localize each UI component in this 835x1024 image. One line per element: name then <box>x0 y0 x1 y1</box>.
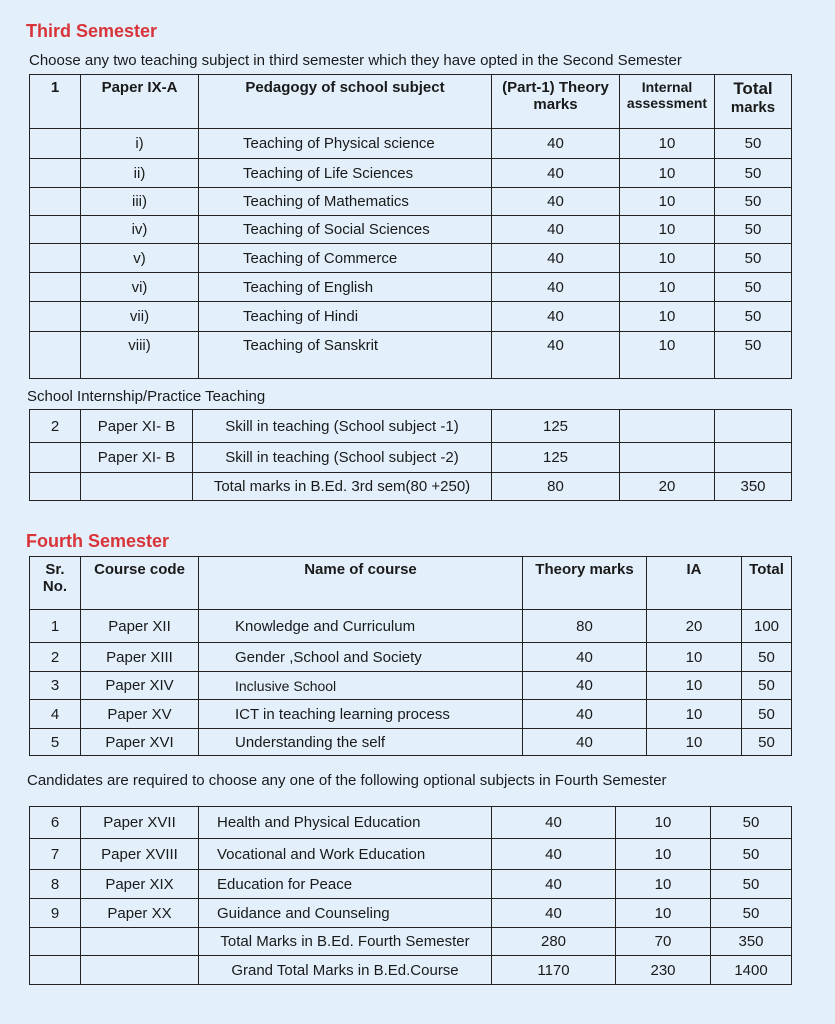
table-row <box>30 899 792 928</box>
fourth-semester-table <box>29 556 792 756</box>
row-internal: 10 <box>620 129 715 159</box>
row-name: Gender ,School and Society <box>199 643 523 672</box>
row-internal <box>620 443 715 473</box>
row-internal: 10 <box>620 332 715 379</box>
row-ia: 10 <box>647 700 742 729</box>
row-internal: 10 <box>620 302 715 332</box>
row-ia: 10 <box>647 729 742 756</box>
row-total: 50 <box>715 129 792 159</box>
row-theory: 125 <box>492 410 620 443</box>
row-total <box>715 443 792 473</box>
row-total: 50 <box>742 643 792 672</box>
row-ia: 10 <box>616 807 711 839</box>
table-row <box>30 188 792 216</box>
table-row <box>30 332 792 379</box>
row-total: 50 <box>742 700 792 729</box>
row-no <box>30 443 81 473</box>
row-total: 350 <box>711 928 792 956</box>
row-theory: 40 <box>492 870 616 899</box>
table-row <box>30 129 792 159</box>
row-index: i) <box>81 129 199 159</box>
row-internal: 10 <box>620 273 715 302</box>
row-total: 50 <box>711 899 792 928</box>
row-sr: 2 <box>30 643 81 672</box>
row-ia: 10 <box>616 899 711 928</box>
row-ia: 10 <box>616 839 711 870</box>
row-index: vi) <box>81 273 199 302</box>
row-theory: 1170 <box>492 956 616 985</box>
row-total: 50 <box>715 188 792 216</box>
row-index: iv) <box>81 216 199 244</box>
header-ia: IA <box>647 557 742 610</box>
header-theory-line1: (Part-1) Theory <box>502 79 609 96</box>
row-total: 50 <box>711 807 792 839</box>
table-row <box>30 216 792 244</box>
row-theory: 40 <box>492 216 620 244</box>
row-total: 50 <box>715 244 792 273</box>
row-paper <box>81 473 193 501</box>
optional-subjects-note: Candidates are required to choose any one of the following optional subjects in Fourth Semester <box>27 772 667 789</box>
row-subject: Teaching of Life Sciences <box>199 159 492 188</box>
header-theory <box>492 75 620 129</box>
internship-label: School Internship/Practice Teaching <box>27 388 266 405</box>
optional-subjects-table <box>29 806 792 985</box>
row-name: Guidance and Counseling <box>199 899 492 928</box>
third-semester-instruction: Choose any two teaching subject in third semester which they have opted in the Second Semester <box>29 52 682 69</box>
row-total: 50 <box>715 332 792 379</box>
header-paper: Paper IX-A <box>81 75 199 129</box>
row-internal <box>620 410 715 443</box>
row-theory: 280 <box>492 928 616 956</box>
row-name: Total marks in B.Ed. 3rd sem(80 +250) <box>193 473 492 501</box>
table-row <box>30 610 792 643</box>
row-theory: 40 <box>523 700 647 729</box>
row-theory: 125 <box>492 443 620 473</box>
row-total: 100 <box>742 610 792 643</box>
header-sr <box>30 557 81 610</box>
row-theory: 40 <box>492 129 620 159</box>
row-index: ii) <box>81 159 199 188</box>
row-theory: 40 <box>492 807 616 839</box>
row-total: 50 <box>742 672 792 700</box>
row-sr: 1 <box>30 610 81 643</box>
row-sr: 5 <box>30 729 81 756</box>
row-theory: 40 <box>523 672 647 700</box>
row-index: v) <box>81 244 199 273</box>
row-code: Paper XIX <box>81 870 199 899</box>
third-semester-title: Third Semester <box>26 21 158 41</box>
row-theory: 40 <box>492 899 616 928</box>
row-ia: 10 <box>647 643 742 672</box>
table-row <box>30 928 792 956</box>
row-total: 50 <box>715 273 792 302</box>
row-code: Paper XIII <box>81 643 199 672</box>
row-paper: Paper XI- B <box>81 410 193 443</box>
row-theory: 40 <box>523 643 647 672</box>
row-name: Grand Total Marks in B.Ed.Course <box>199 956 492 985</box>
row-name: Education for Peace <box>199 870 492 899</box>
row-theory: 40 <box>492 159 620 188</box>
row-ia: 230 <box>616 956 711 985</box>
header-total: Total <box>742 557 792 610</box>
row-internal: 10 <box>620 244 715 273</box>
row-sr: 7 <box>30 839 81 870</box>
header-subject: Pedagogy of school subject <box>199 75 492 129</box>
fourth-semester-title: Fourth Semester <box>26 531 170 551</box>
row-code <box>81 928 199 956</box>
header-internal <box>620 75 715 129</box>
row-code: Paper XVI <box>81 729 199 756</box>
row-paper: Paper XI- B <box>81 443 193 473</box>
row-ia: 10 <box>647 672 742 700</box>
table-header-row <box>30 557 792 610</box>
table-row <box>30 672 792 700</box>
row-subject: Teaching of Mathematics <box>199 188 492 216</box>
row-name: Knowledge and Curriculum <box>199 610 523 643</box>
row-theory: 80 <box>523 610 647 643</box>
table-row <box>30 956 792 985</box>
row-code: Paper XII <box>81 610 199 643</box>
row-theory: 40 <box>492 332 620 379</box>
row-code: Paper XV <box>81 700 199 729</box>
table-row <box>30 159 792 188</box>
row-subject: Teaching of Social Sciences <box>199 216 492 244</box>
row-index: viii) <box>81 332 199 379</box>
table-row <box>30 302 792 332</box>
row-total: 1400 <box>711 956 792 985</box>
row-code: Paper XX <box>81 899 199 928</box>
table-header-row <box>30 75 792 129</box>
header-name: Name of course <box>199 557 523 610</box>
row-sr <box>30 928 81 956</box>
table-row <box>30 473 792 501</box>
row-sr <box>30 956 81 985</box>
table-row <box>30 643 792 672</box>
row-internal: 10 <box>620 216 715 244</box>
row-subject: Teaching of Commerce <box>199 244 492 273</box>
header-internal-line1: Internal <box>641 79 693 95</box>
row-sr: 4 <box>30 700 81 729</box>
table-row <box>30 244 792 273</box>
row-ia: 70 <box>616 928 711 956</box>
row-theory: 40 <box>492 302 620 332</box>
header-code: Course code <box>81 557 199 610</box>
header-theory-line2: marks <box>533 96 578 113</box>
row-sr: 3 <box>30 672 81 700</box>
row-subject: Teaching of English <box>199 273 492 302</box>
row-name: Vocational and Work Education <box>199 839 492 870</box>
row-index: iii) <box>81 188 199 216</box>
row-no: 2 <box>30 410 81 443</box>
table-row <box>30 700 792 729</box>
header-theory: Theory marks <box>523 557 647 610</box>
header-internal-line2: assessment <box>626 95 708 111</box>
row-ia: 20 <box>647 610 742 643</box>
row-theory: 40 <box>492 244 620 273</box>
row-code: Paper XVIII <box>81 839 199 870</box>
header-no: 1 <box>30 75 81 129</box>
row-total: 50 <box>711 870 792 899</box>
row-code <box>81 956 199 985</box>
row-code: Paper XIV <box>81 672 199 700</box>
row-name: Skill in teaching (School subject -2) <box>193 443 492 473</box>
table-row <box>30 729 792 756</box>
header-sr-line1: Sr. <box>45 561 65 578</box>
row-total: 50 <box>715 302 792 332</box>
row-total: 50 <box>715 159 792 188</box>
row-name: ICT in teaching learning process <box>199 700 523 729</box>
row-internal: 10 <box>620 188 715 216</box>
row-internal: 10 <box>620 159 715 188</box>
table-row <box>30 443 792 473</box>
row-subject: Teaching of Physical science <box>199 129 492 159</box>
row-theory: 40 <box>492 273 620 302</box>
header-total <box>715 75 792 129</box>
row-theory: 40 <box>492 839 616 870</box>
row-name: Skill in teaching (School subject -1) <box>193 410 492 443</box>
header-sr-line2: No. <box>42 578 68 595</box>
row-theory: 40 <box>523 729 647 756</box>
row-sr: 8 <box>30 870 81 899</box>
table-row <box>30 410 792 443</box>
row-sr: 9 <box>30 899 81 928</box>
row-theory: 40 <box>492 188 620 216</box>
row-name: Understanding the self <box>199 729 523 756</box>
row-total: 350 <box>715 473 792 501</box>
row-internal: 20 <box>620 473 715 501</box>
table-row <box>30 273 792 302</box>
row-name: Inclusive School <box>199 672 523 700</box>
table-row <box>30 807 792 839</box>
third-semester-table <box>29 74 792 379</box>
row-ia: 10 <box>616 870 711 899</box>
table-row <box>30 870 792 899</box>
row-sr: 6 <box>30 807 81 839</box>
header-total-line2: marks <box>730 99 776 116</box>
row-name: Health and Physical Education <box>199 807 492 839</box>
row-theory: 80 <box>492 473 620 501</box>
row-subject: Teaching of Hindi <box>199 302 492 332</box>
row-name: Total Marks in B.Ed. Fourth Semester <box>199 928 492 956</box>
row-total: 50 <box>742 729 792 756</box>
row-code: Paper XVII <box>81 807 199 839</box>
row-total <box>715 410 792 443</box>
table-row <box>30 839 792 870</box>
row-no <box>30 473 81 501</box>
header-total-line1: Total <box>733 79 773 98</box>
row-index: vii) <box>81 302 199 332</box>
row-total: 50 <box>711 839 792 870</box>
row-total: 50 <box>715 216 792 244</box>
internship-table <box>29 409 792 501</box>
row-subject: Teaching of Sanskrit <box>199 332 492 379</box>
